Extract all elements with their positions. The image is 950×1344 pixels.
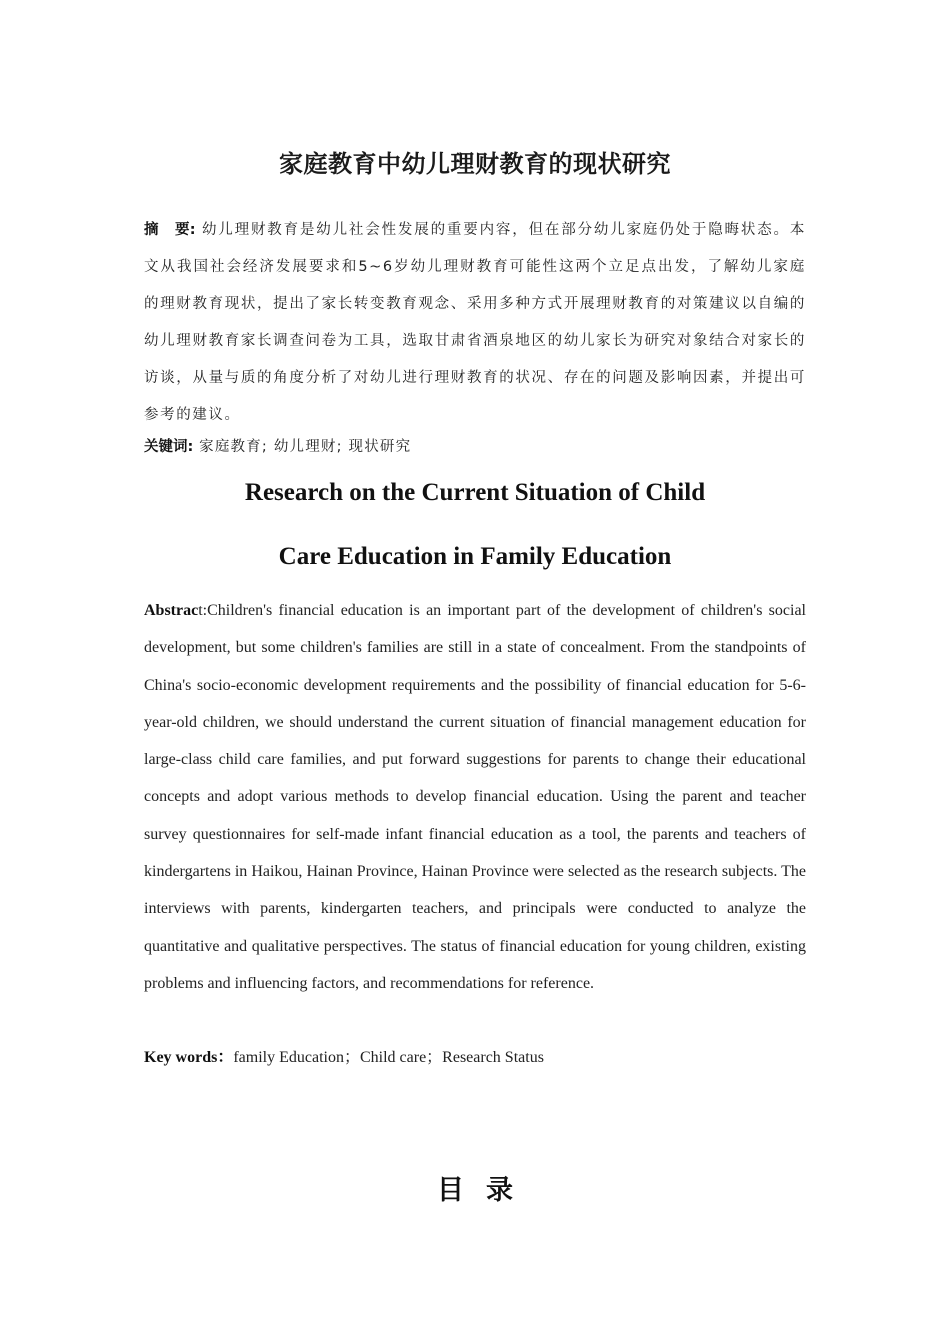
english-title-line1: Research on the Current Situation of Child (244, 479, 706, 506)
chinese-abstract-label-part1: 摘 (144, 222, 159, 238)
english-title-line2: Care Education in Family Education (278, 543, 672, 570)
chinese-abstract-label (144, 222, 196, 238)
chinese-keywords-text: 家庭教育; 幼儿理财; 现状研究 (199, 439, 412, 455)
chinese-abstract (144, 212, 806, 434)
english-keywords-text: family Education；Child care；Research Status (233, 1049, 544, 1066)
chinese-abstract-text: 幼儿理财教育是幼儿社会性发展的重要内容，但在部分幼儿家庭仍处于隐晦状态。本文从我国社会经济发展要求和5~6岁幼儿理财教育可能性这两个立足点出发，了解幼儿家庭的理财教育现状，提出了家长转变教育观念、采用多种方式开展理财教育的对策建议以自编的幼儿理财教育家长调查问卷为工具，选取甘肃省酒泉地区的幼儿家长为研究对象结合对家长的访谈，从量与质的角度分析了对幼儿进行理财教育的状况、存在的问题及影响因素，并提出可参考的建议。 (144, 222, 806, 423)
english-abstract-text: t:Children's financial education is an important part of the development of children's social development, but some children's families are still in a state of concealment. From the standpoints of China's socio-economic development requirements and the possibility of financial education for 5-6-year-old children, we should understand the current situation of financial management education for large-class child care families, and put forward suggestions for parents to change their educational concepts and adopt various methods to develop financial education. Using the parent and teacher survey questionnaires for self-made infant financial education as a tool, the parents and teachers of kindergartens in Haikou, Hainan Province, Hainan Province were selected as the research subjects. The interviews with parents, kindergarten teachers, and principals were conducted to analyze the quantitative and qualitative perspectives. The status of financial education for young children, existing problems and influencing factors, and recommendations for reference. (144, 602, 806, 992)
chinese-keywords-label: 关键词: (144, 439, 194, 455)
chinese-title: 家庭教育中幼儿理财教育的现状研究 (279, 150, 671, 178)
english-keywords-label: Key words： (144, 1049, 234, 1066)
english-abstract (144, 592, 806, 1002)
english-abstract-label: Abstrac (144, 602, 199, 619)
english-keywords (144, 1044, 806, 1067)
chinese-keywords (144, 435, 806, 456)
chinese-abstract-label-part2: 要: (174, 222, 196, 238)
table-of-contents-heading: 目录 (437, 1175, 535, 1206)
